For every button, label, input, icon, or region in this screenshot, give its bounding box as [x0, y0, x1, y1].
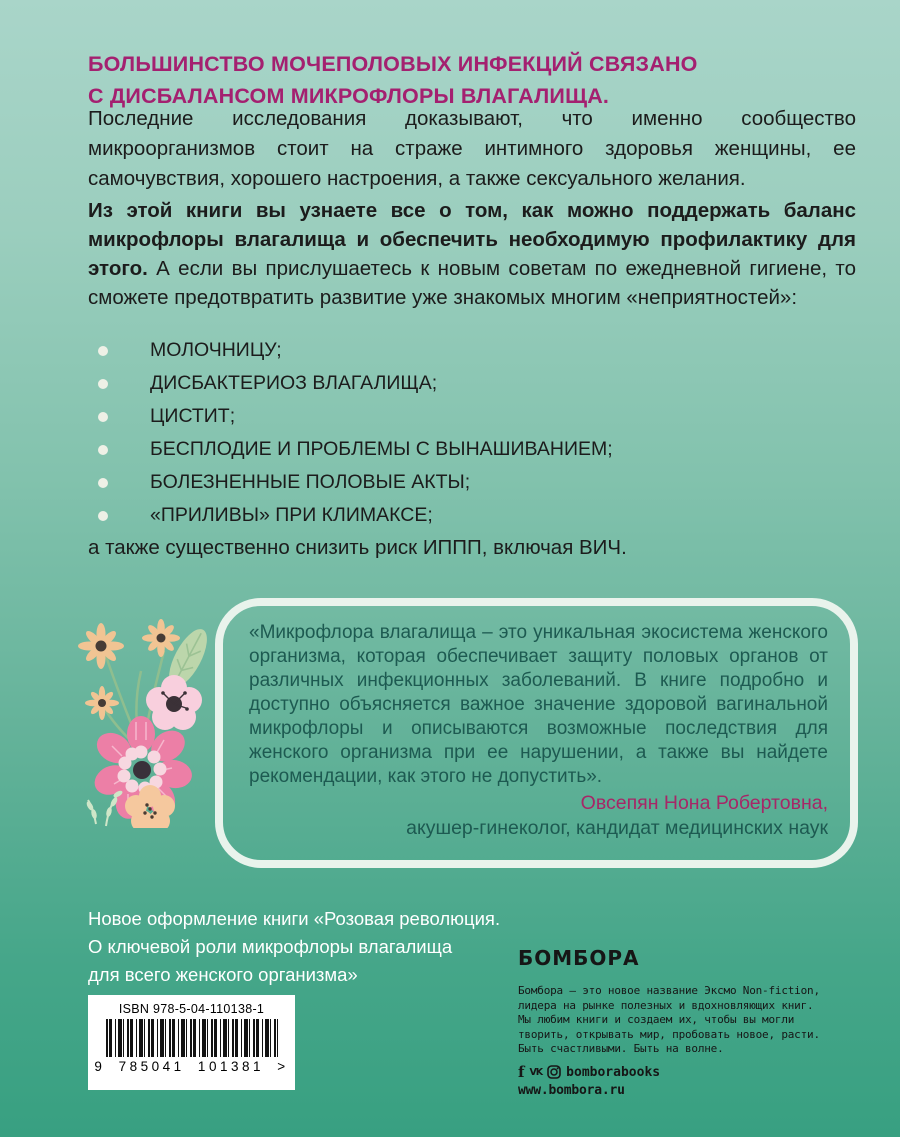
list-item-label: ДИСБАКТЕРИОЗ ВЛАГАЛИЩА;: [150, 372, 438, 394]
publisher-about-line: Бомбора — это новое название Эксмо Non-fiction,: [518, 984, 820, 997]
bullet-dot-icon: [98, 445, 108, 455]
list-item: [88, 466, 856, 499]
bullet-dot-icon: [98, 511, 108, 521]
facebook-icon: f: [518, 1062, 525, 1081]
list-item-label: БОЛЕЗНЕННЫЕ ПОЛОВЫЕ АКТЫ;: [150, 471, 471, 493]
list-item: [88, 367, 856, 400]
expert-quote-box: [215, 598, 858, 868]
isbn-digits: 9 785041 101381 >: [94, 1059, 289, 1074]
isbn-barcode: [88, 995, 295, 1090]
intro-paragraph: Последние исследования доказывают, что именно сообщество микроорганизмов стоит на страже интимного здоровья женщины, ее самочувствия, хорошего настроения, а также сексуального желания.: [88, 107, 856, 190]
publisher-about-line: творить, открывать мир, пробовать новое, расти.: [518, 1027, 820, 1041]
promise-bold-text: Из этой книги вы узнаете все о том, как можно поддержать баланс микрофлоры влагалища и обеспечить необходимую профилактику для этого.: [88, 199, 856, 280]
list-item: [88, 499, 856, 532]
edition-note-line: для всего женского организма»: [88, 964, 358, 985]
publisher-about-line: лидера на рынке полезных и вдохновляющих книг.: [518, 998, 814, 1012]
daisy-flower-icon: [142, 619, 180, 657]
list-item-label: МОЛОЧНИЦУ;: [150, 339, 282, 361]
promise-regular-text: А если вы прислушаетесь к новым советам по ежедневной гигиене, то сможете предотвратить развитие уже знакомых многим «неприятностей»:: [88, 257, 856, 309]
bullet-dot-icon: [98, 478, 108, 488]
promise-paragraph: [88, 196, 856, 312]
headline-line-2: С ДИСБАЛАНСОМ МИКРОФЛОРЫ ВЛАГАЛИЩА.: [88, 84, 610, 108]
quote-author-name: Овсепян Нона Робертовна,: [580, 792, 828, 814]
headline: [88, 48, 848, 112]
publisher-website: www.bombora.ru: [518, 1082, 625, 1098]
list-item-label: ЦИСТИТ;: [150, 405, 236, 427]
headline-line-1: БОЛЬШИНСТВО МОЧЕПОЛОВЫХ ИНФЕКЦИЙ СВЯЗАНО: [88, 52, 698, 76]
quote-author-title: акушер-гинеколог, кандидат медицинских наук: [406, 817, 828, 839]
list-item-label: БЕСПЛОДИЕ И ПРОБЛЕМЫ С ВЫНАШИВАНИЕМ;: [150, 438, 613, 460]
pink-blossom-icon: [146, 675, 202, 730]
publisher-about: [518, 984, 868, 1057]
closing-line: а также существенно снизить риск ИППП, включая ВИЧ.: [88, 536, 627, 559]
publisher-logo: БОМБОРА: [518, 946, 640, 970]
list-item: [88, 400, 856, 433]
instagram-icon: [547, 1065, 561, 1079]
list-item: [88, 433, 856, 466]
edition-note-line: Новое оформление книги «Розовая революция.: [88, 908, 501, 929]
publisher-about-line: Быть счастливыми. Быть на волне.: [518, 1042, 724, 1055]
vk-icon: VK: [529, 1066, 543, 1078]
quote-text: «Микрофлора влагалища – это уникальная экосистема женского организма, которая обеспечивает защиту половых органов от различных инфекционных заболеваний. В книге подробно и доступно объясняется важное значение здоровой вагинальной микрофлоры и описываются возможные последствия для женского организма при ее нарушении, а также вы найдете рекомендации, как этого не допустить».: [249, 622, 828, 787]
list-item: [88, 334, 856, 367]
edition-note-line: О ключевой роли микрофлоры влагалища: [88, 936, 453, 957]
daisy-flower-icon: [85, 686, 119, 720]
flowers-illustration: [66, 616, 226, 828]
social-row: [518, 1062, 868, 1081]
edition-note: [88, 905, 528, 989]
bullet-dot-icon: [98, 412, 108, 422]
daisy-flower-icon: [78, 623, 124, 669]
publisher-about-line: Мы любим книги и создаем их, чтобы вы могли: [518, 1013, 795, 1026]
publisher-block: [518, 946, 868, 1098]
bullet-dot-icon: [98, 379, 108, 389]
bullet-dot-icon: [98, 346, 108, 356]
isbn-label: ISBN 978-5-04-110138-1: [118, 1002, 265, 1016]
barcode-bars-image: [106, 1019, 278, 1057]
conditions-list: [88, 334, 856, 532]
social-handle: bomborabooks: [566, 1064, 661, 1080]
list-item-label: «ПРИЛИВЫ» ПРИ КЛИМАКСЕ;: [150, 504, 433, 526]
